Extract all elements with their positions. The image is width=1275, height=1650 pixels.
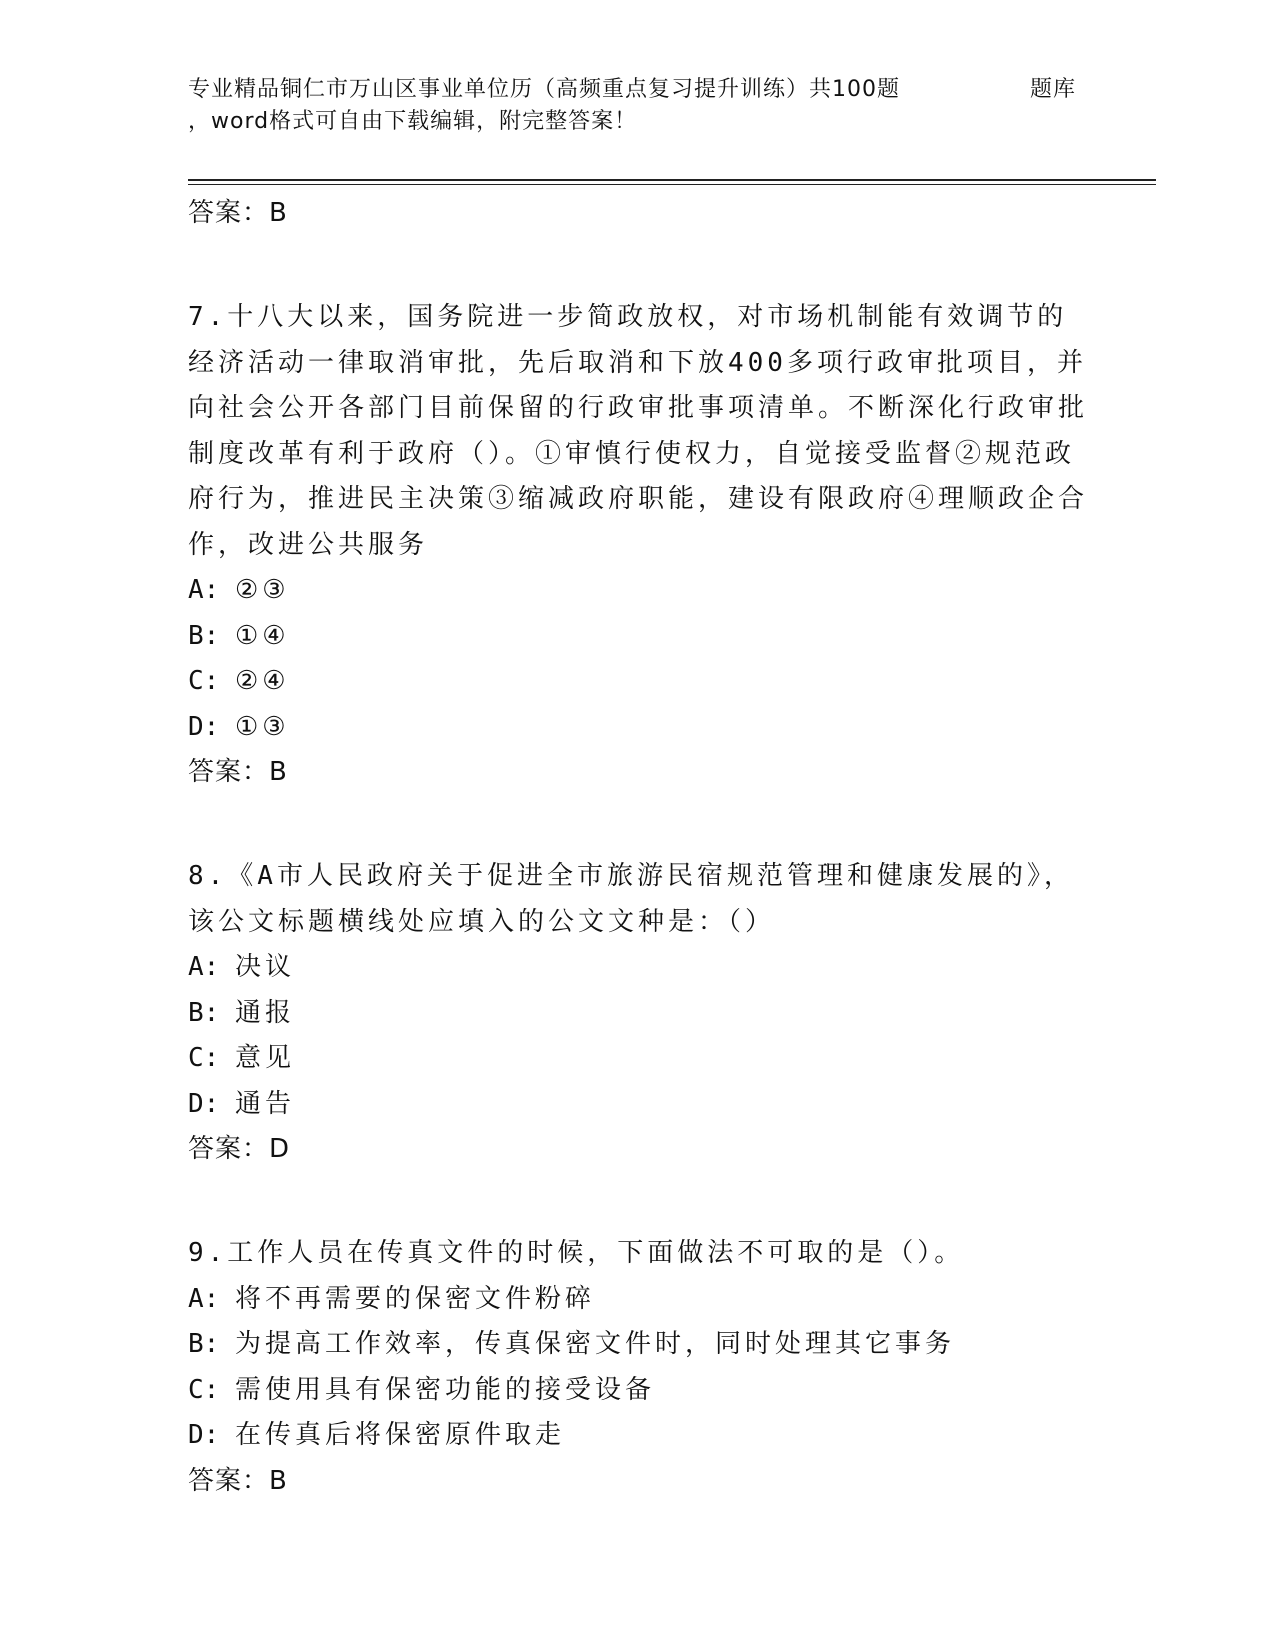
option-key: B: [188, 997, 235, 1028]
option-d [188, 1082, 1088, 1128]
option-text: ②③ [234, 575, 290, 605]
question-stem: 8.《A市人民政府关于促进全市旅游民宿规范管理和健康发展的》，该公文标题横线处应填入的公文文种是：（） [188, 861, 1074, 937]
option-text: ①④ [234, 620, 290, 651]
option-text: 通告 [234, 1088, 295, 1119]
option-b [188, 614, 1088, 660]
option-text: 意见 [234, 1043, 295, 1073]
header-divider-thin [188, 184, 1156, 185]
option-text: 需使用具有保密功能的接受设备 [234, 1374, 655, 1405]
option-key: D: [188, 1420, 235, 1450]
question-stem: 9.工作人员在传真文件的时候，下面做法不可取的是（）。 [188, 1238, 965, 1268]
option-c [188, 1368, 1088, 1414]
option-a [188, 568, 1088, 614]
option-a [188, 945, 1088, 991]
option-b [188, 991, 1088, 1037]
option-text: ②④ [234, 666, 290, 696]
option-key: C: [188, 1043, 235, 1073]
option-key: B: [188, 1329, 235, 1359]
option-c [188, 1036, 1088, 1082]
option-text: 将不再需要的保密文件粉碎 [234, 1283, 595, 1314]
header-subtitle: ，word格式可自由下载编辑，附完整答案！ [188, 109, 638, 134]
option-text: 在传真后将保密原件取走 [234, 1420, 565, 1450]
header-tag: 题库 [1030, 77, 1077, 102]
option-key: A: [188, 1283, 235, 1314]
option-c [188, 659, 1088, 705]
option-b [188, 1322, 1088, 1368]
option-key: C: [188, 1374, 235, 1405]
option-key: D: [188, 711, 235, 742]
question-block [188, 854, 1088, 1171]
option-d [188, 705, 1088, 751]
question-block [188, 295, 1088, 794]
option-key: A: [188, 575, 235, 605]
question-block [188, 1231, 1088, 1503]
header-title: 专业精品铜仁市万山区事业单位历（高频重点复习提升训练）共100题 [188, 77, 900, 102]
answer-line: 答案：B [188, 1465, 288, 1496]
answer-line: 答案：D [188, 1134, 291, 1164]
option-d [188, 1413, 1088, 1459]
question-list [188, 191, 1088, 1503]
option-text: 为提高工作效率，传真保密文件时，同时处理其它事务 [234, 1329, 955, 1359]
answer-line: 答案：B [188, 198, 288, 228]
option-key: C: [188, 666, 235, 696]
option-key: D: [188, 1088, 235, 1119]
option-text: ①③ [234, 711, 290, 742]
page-header [188, 74, 1088, 138]
option-text: 通报 [234, 997, 295, 1028]
question-stem: 7.十八大以来，国务院进一步简政放权，对市场机制能有效调节的经济活动一律取消审批，先后取消和下放400多项行政审批项目，并向社会公开各部门目前保留的行政审批事项清单。不断深化行政审批制度改革有利于政府（）。①审慎行使权力，自觉接受监督②规范政府行为，推进民主决策③缩减政府职能，建设有限政府④理顺政企合作，改进公共服务 [188, 302, 1089, 560]
option-key: A: [188, 952, 235, 982]
option-text: 决议 [234, 952, 295, 982]
header-divider [188, 179, 1156, 181]
answer-line: 答案：B [188, 757, 288, 787]
option-key: B: [188, 620, 235, 651]
option-a [188, 1277, 1088, 1323]
